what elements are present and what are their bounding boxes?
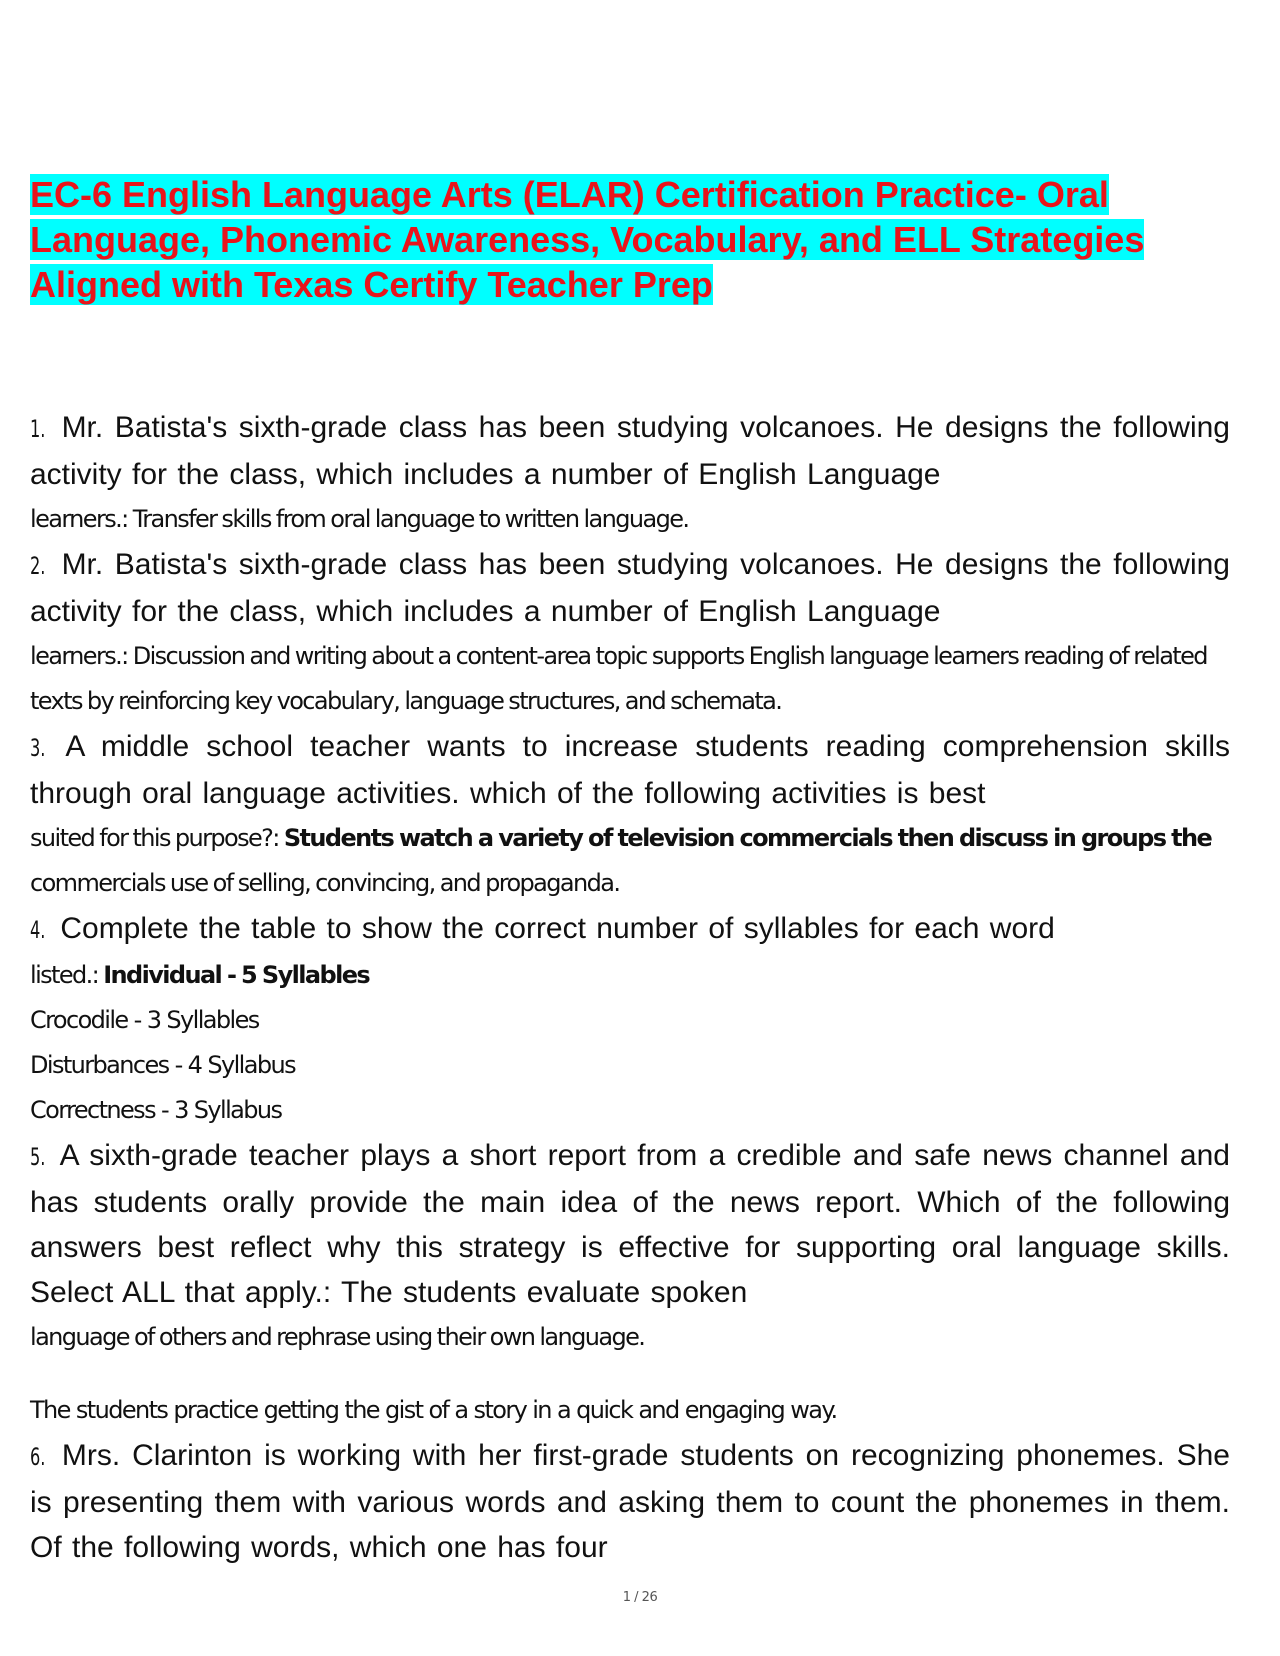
question-stem-tail: learners.:	[30, 642, 128, 670]
question-stem-tail: suited for this purpose?:	[30, 824, 279, 852]
answer-line: The students practice getting the gist of a story in a quick and engaging way.	[30, 1396, 837, 1424]
questions-list	[30, 405, 1230, 1570]
question-item	[30, 405, 1230, 542]
answer-text: Transfer skills from oral language to written language.	[132, 505, 689, 533]
answer-text: Discussion and writing about a content-area topic supports English language learners reading of related texts by reinforcing key vocabulary, language structures, and schemata.	[30, 642, 1207, 715]
question-number: 3.	[30, 734, 46, 762]
answer-text-bold: Individual - 5 Syllables	[103, 961, 370, 989]
answer-text: commercials use of selling, convincing, and propaganda.	[30, 869, 620, 897]
document-title	[30, 172, 1270, 307]
question-item	[30, 1133, 1230, 1433]
question-stem-tail: learners.:	[30, 505, 128, 533]
question-number: 4.	[30, 916, 46, 944]
question-stem: Mrs. Clarinton is working with her first-grade students on recognizing phonemes. She is presenting them with various words and asking them to count the phonemes in them. Of the following words, which one has four	[30, 1439, 1230, 1564]
answer-line: Disturbances - 4 Syllabus	[30, 1051, 296, 1079]
answer-text-bold: Students watch a variety of television commercials then discuss in groups the	[283, 824, 1212, 852]
question-stem: Mr. Batista's sixth-grade class has been studying volcanoes. He designs the following activity for the class, which includes a number of English Language	[30, 411, 1230, 491]
question-stem: Complete the table to show the correct number of syllables for each word	[60, 912, 1055, 945]
question-item	[30, 1433, 1230, 1570]
answer-line: Correctness - 3 Syllabus	[30, 1096, 282, 1124]
page-indicator: 1 / 26	[622, 1590, 658, 1605]
question-stem-tail: listed.:	[30, 961, 99, 989]
question-number: 6.	[30, 1443, 46, 1471]
question-item	[30, 542, 1230, 724]
answer-line: Crocodile - 3 Syllables	[30, 1006, 259, 1034]
question-stem: A sixth-grade teacher plays a short report from a credible and safe news channel and has students orally provide the main idea of the news report. Which of the following answers best reflect why this strategy is effective for supporting oral language skills. Select ALL that apply.: The students evaluate spoken	[30, 1139, 1230, 1309]
question-stem: A middle school teacher wants to increase students reading comprehension skills through oral language activities. which of the following activities is best	[30, 730, 1230, 810]
question-stem: Mr. Batista's sixth-grade class has been studying volcanoes. He designs the following activity for the class, which includes a number of English Language	[30, 548, 1230, 628]
question-stem-tail: language of others and rephrase using their own language.	[30, 1323, 645, 1351]
question-number: 2.	[30, 552, 46, 580]
question-item	[30, 724, 1230, 906]
question-number: 1.	[30, 415, 46, 443]
title-highlight: EC-6 English Language Arts (ELAR) Certification Practice- Oral Language, Phonemic Awareness, Vocabulary, and ELL Strategies Aligned with Texas Certify Teacher Prep	[30, 174, 1145, 305]
question-item	[30, 906, 1230, 1133]
question-number: 5.	[30, 1143, 46, 1171]
